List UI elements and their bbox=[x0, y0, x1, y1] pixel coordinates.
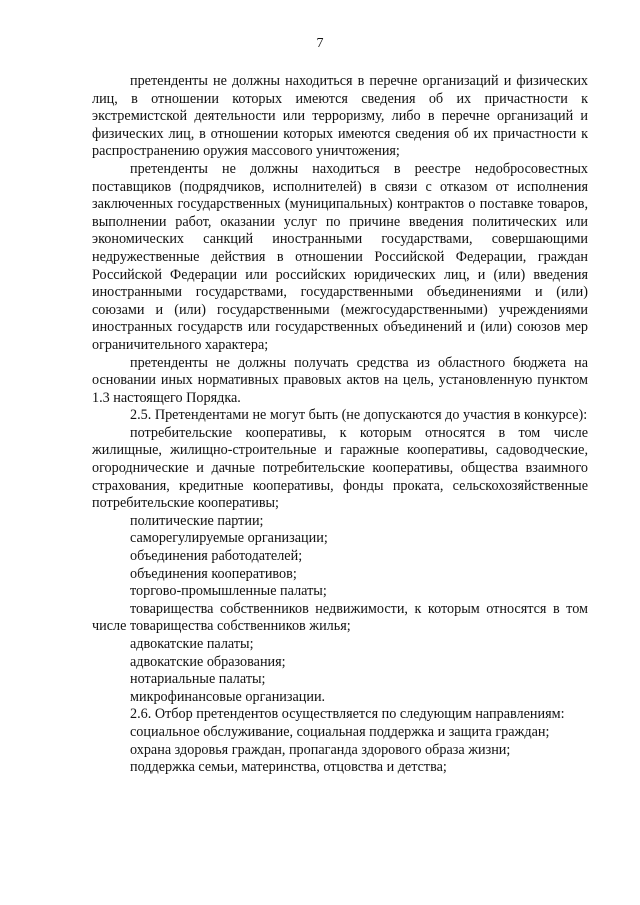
list-item-notary-chambers: нотариальные палаты; bbox=[130, 671, 266, 688]
page-number: 7 bbox=[316, 36, 324, 51]
list-item-self-regulatory-orgs: саморегулируемые организации; bbox=[130, 530, 328, 547]
paragraph-2-5-heading: 2.5. Претендентами не могут быть (не допускаются до участия в конкурсе): bbox=[130, 407, 588, 424]
list-item-cooperative-associations: объединения кооперативов; bbox=[130, 565, 297, 582]
list-item-health-protection: охрана здоровья граждан, пропаганда здорового образа жизни; bbox=[130, 741, 511, 758]
paragraph-consumer-cooperatives: потребительские кооперативы, к которым относятся в том числе жилищные, жилищно-строительные и гаражные кооперативы, садоводческие, огороднические и дачные потребительские кооперативы, общества взаимного страхования, кредитные кооперативы, фонды проката, сельскохозяйственные потребительские кооперативы; bbox=[92, 424, 588, 512]
paragraph-unfair-suppliers-registry: претенденты не должны находиться в реестре недобросовестных поставщиков (подрядчиков, исполнителей) в связи с отказом от исполнения заключенных государственных (муниципальных) контрактов о поставке товаров, выполнении работ, оказании услуг по причине введения политических или экономических санкций иностранными государствами, совершающими недружественные действия в отношении Российской Федерации, граждан Российской Федерации или российских юридических лиц, и (или) введения иностранными государствами, государственными объединениями и (или) союзами и (или) государственными (межгосударственными) учреждениями иностранных государств или государственных объединений и (или) союзов мер ограничительного характера; bbox=[92, 160, 588, 353]
list-item-family-support: поддержка семьи, материнства, отцовства и детства; bbox=[130, 759, 447, 776]
list-item-political-parties: политические партии; bbox=[130, 512, 264, 529]
list-item-bar-chambers: адвокатские палаты; bbox=[130, 636, 254, 652]
paragraph-regional-budget: претенденты не должны получать средства из областного бюджета на основании иных нормативных правовых актов на цель, установленную пунктом 1.3 настоящего Порядка. bbox=[92, 354, 588, 406]
paragraph-2-6-heading: 2.6. Отбор претендентов осуществляется по следующим направлениям: bbox=[130, 706, 565, 723]
paragraph-extremism-list: претенденты не должны находиться в перечне организаций и физических лиц, в отношении которых имеются сведения об их причастности к экстремистской деятельности или терроризму, либо в перечне организаций и физических лиц, в отношении которых имеются сведения об их причастности к распространению оружия массового уничтожения; bbox=[92, 73, 588, 160]
list-item-bar-formations: адвокатские образования; bbox=[130, 653, 286, 670]
list-item-social-services: социальное обслуживание, социальная поддержка и защита граждан; bbox=[130, 723, 550, 740]
list-item-employers-associations: объединения работодателей; bbox=[130, 548, 303, 565]
document-body bbox=[92, 73, 588, 777]
list-item-microfinance-orgs: микрофинансовые организации. bbox=[130, 688, 326, 705]
list-item-chambers-of-commerce: торгово-промышленные палаты; bbox=[130, 583, 327, 600]
paragraph-property-owners-associations: товарищества собственников недвижимости, к которым относятся в том числе товарищества собственников жилья; bbox=[92, 600, 588, 635]
